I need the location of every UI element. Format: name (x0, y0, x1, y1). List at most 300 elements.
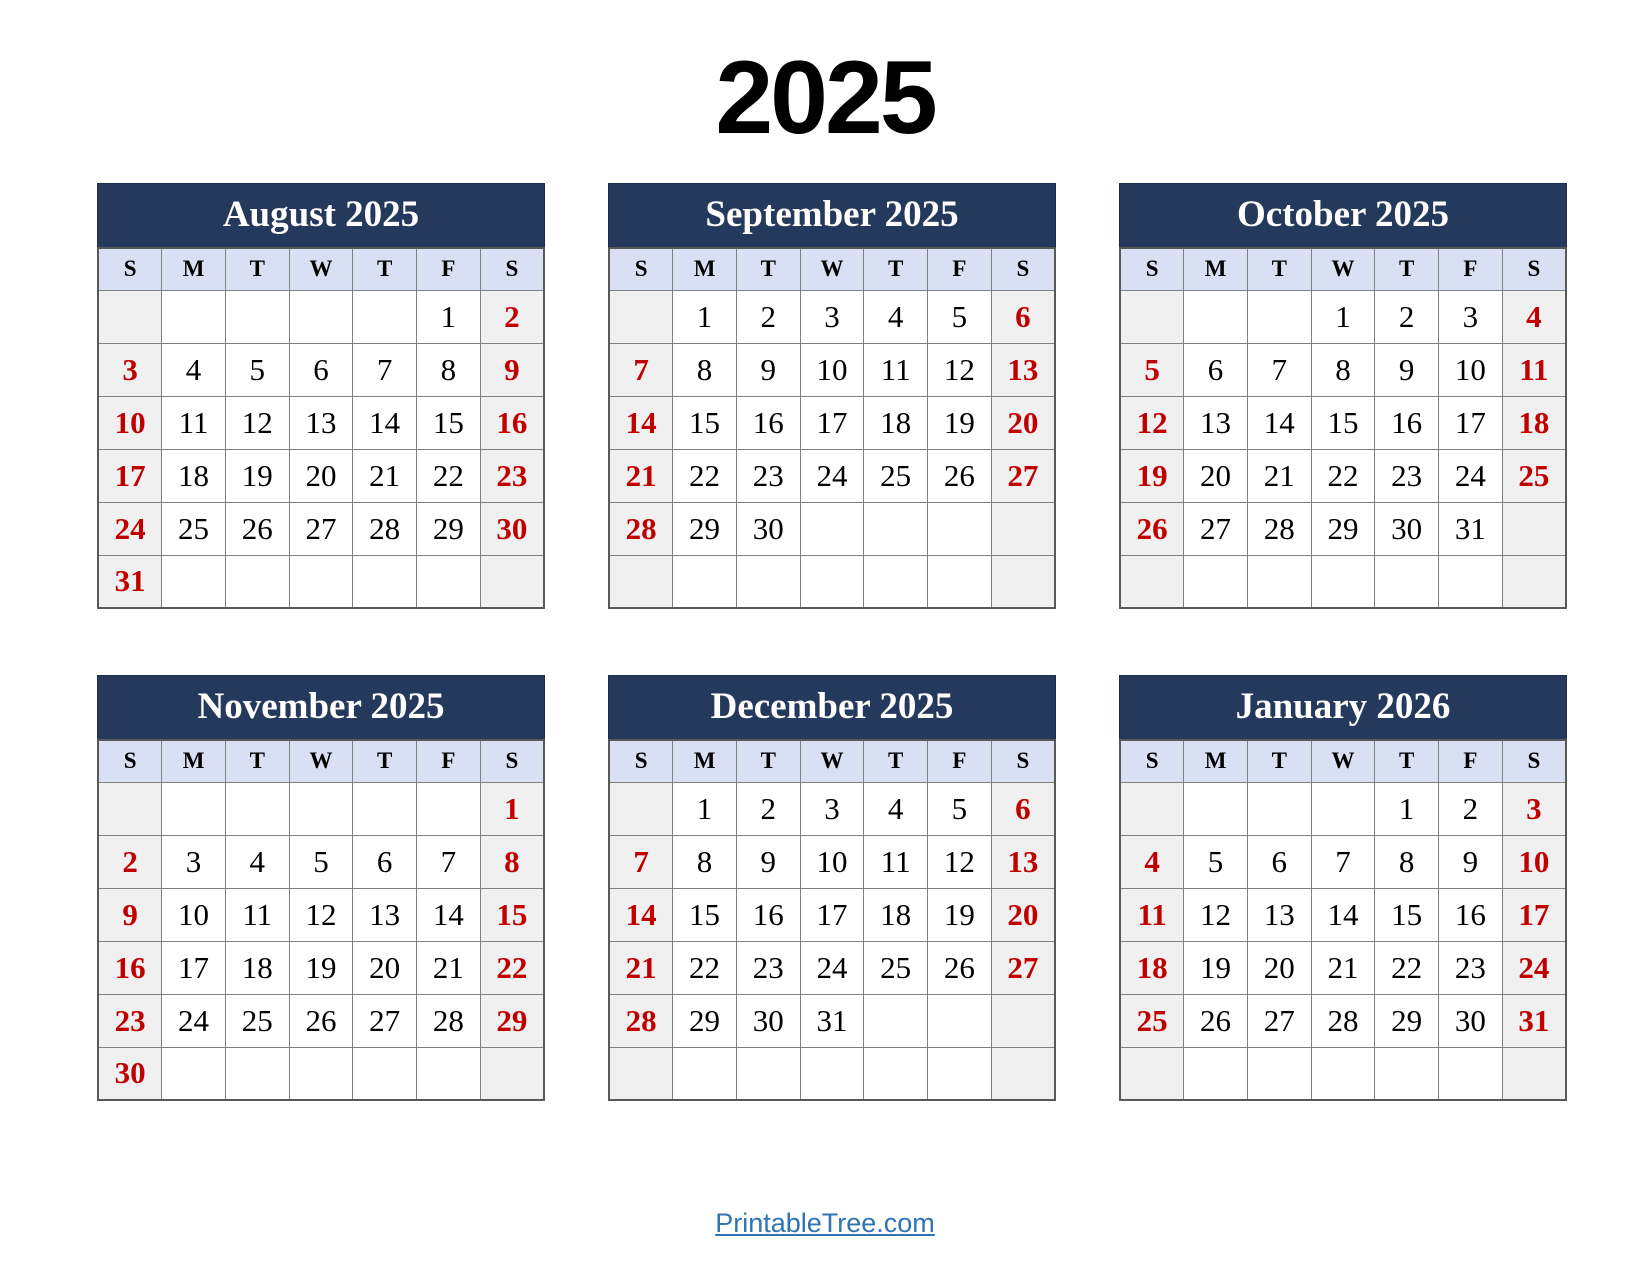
day-cell: 6 (1184, 343, 1248, 396)
weekday-header: T (736, 740, 800, 782)
day-cell: 13 (1184, 396, 1248, 449)
month-september-2025 (608, 183, 1056, 609)
day-cell: 18 (864, 888, 928, 941)
weekday-header-row (1120, 740, 1566, 782)
week-row (1120, 290, 1566, 343)
day-cell: 20 (991, 888, 1055, 941)
day-cell: 21 (1247, 449, 1311, 502)
day-cell (991, 502, 1055, 555)
weekday-header: M (162, 740, 226, 782)
day-cell (1120, 290, 1184, 343)
day-cell: 29 (673, 994, 737, 1047)
day-cell: 25 (1502, 449, 1566, 502)
day-cell: 30 (1375, 502, 1439, 555)
day-cell: 13 (353, 888, 417, 941)
weekday-header: F (417, 248, 481, 290)
day-cell: 7 (609, 343, 673, 396)
day-cell: 6 (289, 343, 353, 396)
day-cell: 27 (289, 502, 353, 555)
day-cell (98, 782, 162, 835)
day-cell: 18 (225, 941, 289, 994)
day-cell: 5 (928, 782, 992, 835)
week-row (1120, 1047, 1566, 1100)
weekday-header: T (1375, 740, 1439, 782)
month-january-2026 (1119, 675, 1567, 1101)
day-cell: 31 (1439, 502, 1503, 555)
day-cell: 14 (353, 396, 417, 449)
day-cell: 29 (673, 502, 737, 555)
day-cell: 30 (736, 502, 800, 555)
day-cell: 6 (991, 290, 1055, 343)
day-cell (673, 555, 737, 608)
day-cell: 2 (98, 835, 162, 888)
day-cell: 14 (1247, 396, 1311, 449)
day-cell: 18 (864, 396, 928, 449)
day-cell: 16 (98, 941, 162, 994)
day-cell: 4 (1120, 835, 1184, 888)
week-row (1120, 994, 1566, 1047)
day-cell (225, 290, 289, 343)
day-cell: 20 (1247, 941, 1311, 994)
day-cell: 1 (673, 782, 737, 835)
day-cell: 10 (800, 343, 864, 396)
week-row (98, 1047, 544, 1100)
day-cell: 16 (1439, 888, 1503, 941)
day-cell: 28 (1247, 502, 1311, 555)
day-cell (1311, 555, 1375, 608)
week-row (98, 555, 544, 608)
day-cell: 19 (1184, 941, 1248, 994)
week-row (609, 343, 1055, 396)
day-cell: 7 (1247, 343, 1311, 396)
weekday-header: S (991, 740, 1055, 782)
weekday-header: T (1375, 248, 1439, 290)
week-row (609, 888, 1055, 941)
week-row (609, 555, 1055, 608)
day-cell: 15 (480, 888, 544, 941)
day-cell: 2 (736, 290, 800, 343)
day-cell: 19 (289, 941, 353, 994)
day-cell: 24 (800, 941, 864, 994)
day-cell: 15 (673, 396, 737, 449)
day-cell: 31 (1502, 994, 1566, 1047)
month-title: January 2026 (1119, 675, 1567, 739)
day-cell: 14 (417, 888, 481, 941)
day-cell: 26 (1120, 502, 1184, 555)
month-title: November 2025 (97, 675, 545, 739)
day-cell: 21 (609, 449, 673, 502)
day-cell (1439, 1047, 1503, 1100)
day-cell (673, 1047, 737, 1100)
day-cell (1120, 782, 1184, 835)
day-cell: 10 (1439, 343, 1503, 396)
month-december-2025 (608, 675, 1056, 1101)
day-cell (98, 290, 162, 343)
day-cell (1120, 1047, 1184, 1100)
day-cell (289, 290, 353, 343)
month-november-2025 (97, 675, 545, 1101)
day-cell (480, 555, 544, 608)
months-grid (97, 183, 1567, 1101)
day-cell: 5 (1120, 343, 1184, 396)
weekday-header: W (800, 740, 864, 782)
day-cell: 26 (928, 449, 992, 502)
day-cell: 17 (1439, 396, 1503, 449)
day-cell (1311, 1047, 1375, 1100)
week-row (1120, 835, 1566, 888)
day-cell: 17 (800, 888, 864, 941)
day-cell (162, 290, 226, 343)
day-cell (736, 555, 800, 608)
day-cell: 4 (162, 343, 226, 396)
month-title: December 2025 (608, 675, 1056, 739)
month-table (1119, 247, 1567, 609)
weekday-header: T (864, 740, 928, 782)
day-cell: 20 (1184, 449, 1248, 502)
day-cell: 3 (98, 343, 162, 396)
day-cell (800, 555, 864, 608)
day-cell: 8 (1311, 343, 1375, 396)
day-cell: 22 (1311, 449, 1375, 502)
day-cell: 7 (417, 835, 481, 888)
week-row (609, 941, 1055, 994)
day-cell: 12 (928, 343, 992, 396)
weekday-header: T (353, 248, 417, 290)
day-cell: 27 (1247, 994, 1311, 1047)
week-row (98, 396, 544, 449)
day-cell: 23 (1439, 941, 1503, 994)
week-row (98, 835, 544, 888)
year-title: 2025 (715, 40, 935, 156)
weekday-header: M (1184, 740, 1248, 782)
day-cell: 29 (1375, 994, 1439, 1047)
day-cell: 4 (864, 782, 928, 835)
month-title: August 2025 (97, 183, 545, 247)
day-cell: 29 (480, 994, 544, 1047)
week-row (98, 888, 544, 941)
day-cell: 3 (800, 782, 864, 835)
day-cell: 11 (864, 343, 928, 396)
weekday-header: M (673, 740, 737, 782)
weekday-header: M (1184, 248, 1248, 290)
day-cell: 28 (609, 994, 673, 1047)
day-cell: 11 (1120, 888, 1184, 941)
day-cell: 23 (736, 449, 800, 502)
week-row (609, 994, 1055, 1047)
day-cell: 30 (480, 502, 544, 555)
day-cell (864, 994, 928, 1047)
day-cell: 12 (928, 835, 992, 888)
day-cell: 3 (162, 835, 226, 888)
day-cell: 31 (98, 555, 162, 608)
day-cell: 10 (98, 396, 162, 449)
week-row (1120, 396, 1566, 449)
day-cell (162, 555, 226, 608)
day-cell: 5 (928, 290, 992, 343)
day-cell: 27 (353, 994, 417, 1047)
weekday-header: F (1439, 248, 1503, 290)
weekday-header: T (1247, 740, 1311, 782)
day-cell: 25 (225, 994, 289, 1047)
day-cell: 8 (480, 835, 544, 888)
day-cell: 28 (353, 502, 417, 555)
day-cell: 21 (609, 941, 673, 994)
weekday-header: M (162, 248, 226, 290)
day-cell (1247, 290, 1311, 343)
weekday-header: S (991, 248, 1055, 290)
day-cell: 22 (417, 449, 481, 502)
week-row (1120, 782, 1566, 835)
week-row (98, 994, 544, 1047)
week-row (1120, 555, 1566, 608)
weekday-header: F (928, 740, 992, 782)
day-cell: 3 (1439, 290, 1503, 343)
day-cell: 25 (162, 502, 226, 555)
week-row (609, 290, 1055, 343)
day-cell: 9 (1375, 343, 1439, 396)
day-cell (991, 994, 1055, 1047)
day-cell: 18 (1120, 941, 1184, 994)
month-table (608, 739, 1056, 1101)
day-cell: 22 (1375, 941, 1439, 994)
day-cell: 5 (1184, 835, 1248, 888)
day-cell: 9 (1439, 835, 1503, 888)
day-cell (353, 1047, 417, 1100)
day-cell (609, 555, 673, 608)
day-cell: 29 (417, 502, 481, 555)
weekday-header-row (1120, 248, 1566, 290)
day-cell: 24 (1502, 941, 1566, 994)
printabletree-link[interactable]: PrintableTree.com (715, 1208, 935, 1238)
day-cell: 22 (673, 941, 737, 994)
day-cell (864, 555, 928, 608)
weekday-header: S (1120, 248, 1184, 290)
day-cell: 22 (673, 449, 737, 502)
day-cell: 28 (1311, 994, 1375, 1047)
weekday-header: W (289, 740, 353, 782)
weekday-header-row (98, 248, 544, 290)
day-cell: 11 (225, 888, 289, 941)
day-cell: 17 (800, 396, 864, 449)
month-table (97, 739, 545, 1101)
day-cell (162, 1047, 226, 1100)
day-cell: 1 (673, 290, 737, 343)
day-cell (353, 290, 417, 343)
day-cell: 26 (289, 994, 353, 1047)
day-cell: 9 (736, 835, 800, 888)
week-row (609, 396, 1055, 449)
week-row (609, 835, 1055, 888)
day-cell: 14 (1311, 888, 1375, 941)
day-cell (800, 1047, 864, 1100)
day-cell (1247, 555, 1311, 608)
day-cell (800, 502, 864, 555)
weekday-header: S (480, 248, 544, 290)
weekday-header: S (98, 248, 162, 290)
day-cell: 10 (162, 888, 226, 941)
day-cell: 24 (98, 502, 162, 555)
day-cell: 11 (1502, 343, 1566, 396)
day-cell (928, 502, 992, 555)
day-cell (864, 502, 928, 555)
day-cell: 12 (1184, 888, 1248, 941)
day-cell: 13 (289, 396, 353, 449)
weekday-header: F (928, 248, 992, 290)
day-cell (162, 782, 226, 835)
day-cell: 19 (928, 396, 992, 449)
day-cell: 21 (1311, 941, 1375, 994)
weekday-header: S (609, 740, 673, 782)
week-row (609, 782, 1055, 835)
week-row (1120, 343, 1566, 396)
day-cell (991, 1047, 1055, 1100)
day-cell (417, 782, 481, 835)
day-cell: 27 (1184, 502, 1248, 555)
day-cell: 14 (609, 888, 673, 941)
day-cell (1184, 290, 1248, 343)
day-cell: 21 (417, 941, 481, 994)
day-cell: 8 (673, 835, 737, 888)
month-table (97, 247, 545, 609)
day-cell: 2 (736, 782, 800, 835)
day-cell (1375, 1047, 1439, 1100)
day-cell: 8 (417, 343, 481, 396)
weekday-header: S (1120, 740, 1184, 782)
day-cell (928, 1047, 992, 1100)
weekday-header: T (864, 248, 928, 290)
day-cell (736, 1047, 800, 1100)
day-cell: 29 (1311, 502, 1375, 555)
day-cell (1247, 1047, 1311, 1100)
day-cell (225, 555, 289, 608)
day-cell (1502, 555, 1566, 608)
week-row (609, 449, 1055, 502)
day-cell: 19 (928, 888, 992, 941)
day-cell: 26 (928, 941, 992, 994)
day-cell: 1 (1311, 290, 1375, 343)
month-title: September 2025 (608, 183, 1056, 247)
day-cell: 10 (800, 835, 864, 888)
day-cell: 16 (480, 396, 544, 449)
day-cell (1120, 555, 1184, 608)
day-cell (289, 555, 353, 608)
week-row (1120, 888, 1566, 941)
day-cell: 7 (353, 343, 417, 396)
weekday-header: F (417, 740, 481, 782)
day-cell: 9 (736, 343, 800, 396)
day-cell (928, 555, 992, 608)
day-cell (289, 1047, 353, 1100)
day-cell: 3 (800, 290, 864, 343)
week-row (98, 782, 544, 835)
day-cell: 7 (1311, 835, 1375, 888)
day-cell: 17 (1502, 888, 1566, 941)
day-cell (225, 1047, 289, 1100)
day-cell (991, 555, 1055, 608)
day-cell (417, 555, 481, 608)
day-cell: 30 (98, 1047, 162, 1100)
day-cell: 27 (991, 941, 1055, 994)
day-cell: 23 (98, 994, 162, 1047)
day-cell: 4 (225, 835, 289, 888)
day-cell: 24 (1439, 449, 1503, 502)
day-cell: 18 (1502, 396, 1566, 449)
day-cell: 9 (98, 888, 162, 941)
day-cell: 15 (417, 396, 481, 449)
week-row (98, 449, 544, 502)
day-cell: 16 (736, 888, 800, 941)
month-october-2025 (1119, 183, 1567, 609)
day-cell: 23 (480, 449, 544, 502)
week-row (1120, 449, 1566, 502)
day-cell: 12 (1120, 396, 1184, 449)
day-cell: 12 (225, 396, 289, 449)
weekday-header-row (98, 740, 544, 782)
week-row (609, 1047, 1055, 1100)
weekday-header: W (289, 248, 353, 290)
weekday-header: S (1502, 248, 1566, 290)
weekday-header: S (480, 740, 544, 782)
day-cell: 5 (289, 835, 353, 888)
day-cell: 2 (480, 290, 544, 343)
weekday-header: T (225, 740, 289, 782)
day-cell: 2 (1375, 290, 1439, 343)
day-cell: 15 (673, 888, 737, 941)
day-cell: 1 (480, 782, 544, 835)
day-cell (928, 994, 992, 1047)
day-cell (1184, 555, 1248, 608)
day-cell: 20 (289, 449, 353, 502)
week-row (98, 343, 544, 396)
day-cell: 6 (353, 835, 417, 888)
day-cell: 20 (353, 941, 417, 994)
day-cell: 6 (1247, 835, 1311, 888)
weekday-header: S (1502, 740, 1566, 782)
day-cell (353, 555, 417, 608)
weekday-header: T (736, 248, 800, 290)
day-cell: 23 (1375, 449, 1439, 502)
month-title: October 2025 (1119, 183, 1567, 247)
day-cell: 27 (991, 449, 1055, 502)
day-cell: 21 (353, 449, 417, 502)
day-cell: 24 (162, 994, 226, 1047)
day-cell: 19 (225, 449, 289, 502)
day-cell: 8 (1375, 835, 1439, 888)
week-row (609, 502, 1055, 555)
month-august-2025 (97, 183, 545, 609)
day-cell (609, 782, 673, 835)
weekday-header: W (800, 248, 864, 290)
day-cell (609, 290, 673, 343)
day-cell (1502, 1047, 1566, 1100)
day-cell: 13 (991, 835, 1055, 888)
day-cell: 1 (417, 290, 481, 343)
day-cell (353, 782, 417, 835)
footer (0, 1208, 1650, 1239)
day-cell: 1 (1375, 782, 1439, 835)
day-cell: 12 (289, 888, 353, 941)
day-cell (1184, 1047, 1248, 1100)
day-cell: 7 (609, 835, 673, 888)
day-cell: 18 (162, 449, 226, 502)
day-cell (1184, 782, 1248, 835)
day-cell (480, 1047, 544, 1100)
day-cell: 24 (800, 449, 864, 502)
day-cell: 28 (609, 502, 673, 555)
day-cell: 17 (162, 941, 226, 994)
day-cell: 23 (736, 941, 800, 994)
weekday-header: W (1311, 740, 1375, 782)
